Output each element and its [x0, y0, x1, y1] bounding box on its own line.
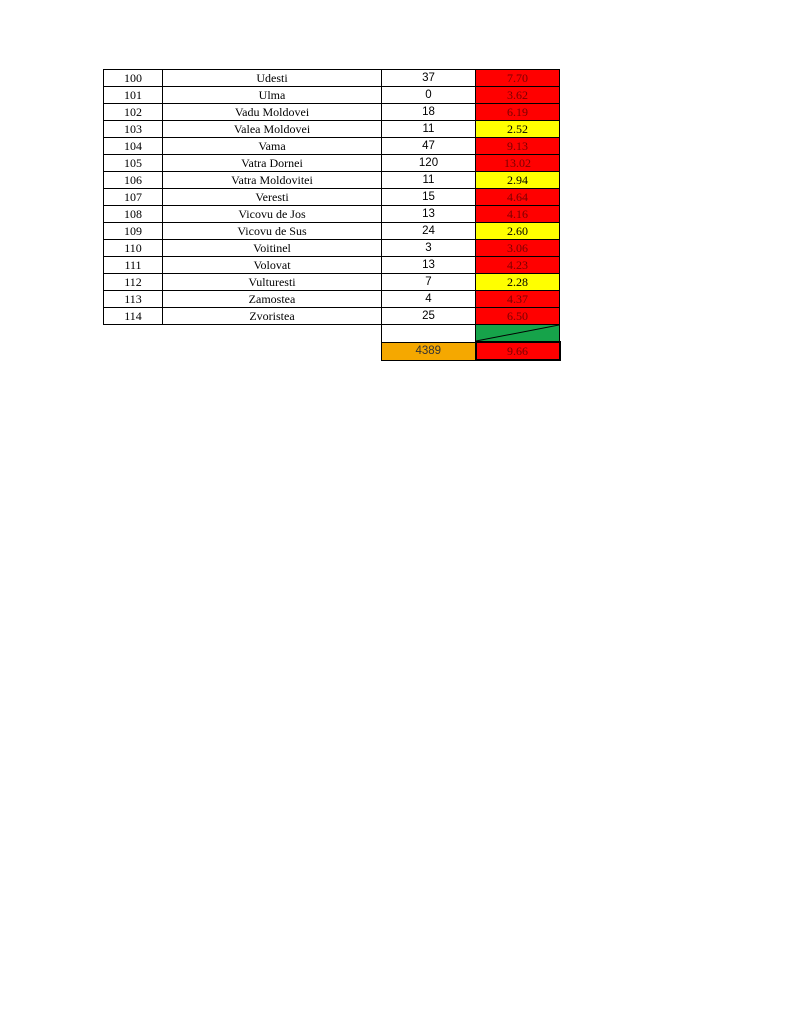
incidence-rate-cell: 4.23	[476, 257, 560, 274]
incidence-rate-cell: 7.70	[476, 70, 560, 87]
incidence-rate-cell: 9.13	[476, 138, 560, 155]
table-row	[104, 87, 560, 104]
incidence-rate-cell: 2.28	[476, 274, 560, 291]
table-row	[104, 308, 560, 325]
empty-cell	[163, 342, 382, 360]
table-row	[104, 240, 560, 257]
case-count-cell: 24	[382, 223, 476, 240]
row-number-cell: 103	[104, 121, 163, 138]
table-row	[104, 172, 560, 189]
locality-name-cell: Volovat	[163, 257, 382, 274]
locality-name-cell: Vatra Dornei	[163, 155, 382, 172]
green-indicator-cell	[476, 325, 560, 343]
row-number-cell: 102	[104, 104, 163, 121]
case-count-cell: 4	[382, 291, 476, 308]
table-row	[104, 155, 560, 172]
table-row	[104, 291, 560, 308]
case-count-cell: 13	[382, 206, 476, 223]
diagonal-line	[476, 325, 559, 341]
locality-name-cell: Valea Moldovei	[163, 121, 382, 138]
row-number-cell: 105	[104, 155, 163, 172]
incidence-rate-cell: 2.60	[476, 223, 560, 240]
case-count-cell: 18	[382, 104, 476, 121]
row-number-cell: 107	[104, 189, 163, 206]
case-count-cell: 7	[382, 274, 476, 291]
empty-cell	[104, 325, 163, 343]
total-count-cell: 4389	[382, 342, 476, 360]
table-row	[104, 121, 560, 138]
case-count-cell: 11	[382, 121, 476, 138]
table-row	[104, 257, 560, 274]
incidence-table	[103, 69, 561, 361]
case-count-cell: 11	[382, 172, 476, 189]
locality-name-cell: Zamostea	[163, 291, 382, 308]
case-count-cell: 15	[382, 189, 476, 206]
case-count-cell: 37	[382, 70, 476, 87]
locality-name-cell: Vulturesti	[163, 274, 382, 291]
table-row	[104, 104, 560, 121]
row-number-cell: 112	[104, 274, 163, 291]
total-rate-cell: 9.66	[476, 342, 560, 360]
incidence-rate-cell: 3.62	[476, 87, 560, 104]
locality-name-cell: Voitinel	[163, 240, 382, 257]
table-row	[104, 70, 560, 87]
row-number-cell: 114	[104, 308, 163, 325]
row-number-cell: 113	[104, 291, 163, 308]
row-number-cell: 100	[104, 70, 163, 87]
incidence-rate-cell: 4.64	[476, 189, 560, 206]
locality-name-cell: Vicovu de Sus	[163, 223, 382, 240]
row-number-cell: 109	[104, 223, 163, 240]
case-count-cell: 47	[382, 138, 476, 155]
table-row	[104, 189, 560, 206]
incidence-rate-cell: 13.02	[476, 155, 560, 172]
incidence-rate-cell: 3.06	[476, 240, 560, 257]
empty-cell	[382, 325, 476, 343]
locality-name-cell: Vadu Moldovei	[163, 104, 382, 121]
locality-name-cell: Vatra Moldovitei	[163, 172, 382, 189]
incidence-rate-cell: 6.50	[476, 308, 560, 325]
row-number-cell: 108	[104, 206, 163, 223]
case-count-cell: 3	[382, 240, 476, 257]
incidence-rate-cell: 2.52	[476, 121, 560, 138]
total-row	[104, 342, 560, 360]
incidence-rate-cell: 2.94	[476, 172, 560, 189]
locality-name-cell: Zvoristea	[163, 308, 382, 325]
table-row	[104, 274, 560, 291]
table-row	[104, 223, 560, 240]
case-count-cell: 120	[382, 155, 476, 172]
row-number-cell: 106	[104, 172, 163, 189]
case-count-cell: 0	[382, 87, 476, 104]
empty-cell	[163, 325, 382, 343]
incidence-rate-cell: 4.37	[476, 291, 560, 308]
row-number-cell: 111	[104, 257, 163, 274]
locality-name-cell: Ulma	[163, 87, 382, 104]
table-body	[104, 70, 560, 361]
table-row	[104, 138, 560, 155]
legend-row	[104, 325, 560, 343]
locality-name-cell: Veresti	[163, 189, 382, 206]
locality-name-cell: Udesti	[163, 70, 382, 87]
empty-cell	[104, 342, 163, 360]
locality-name-cell: Vicovu de Jos	[163, 206, 382, 223]
table-row	[104, 206, 560, 223]
row-number-cell: 110	[104, 240, 163, 257]
row-number-cell: 104	[104, 138, 163, 155]
incidence-rate-cell: 4.16	[476, 206, 560, 223]
case-count-cell: 25	[382, 308, 476, 325]
row-number-cell: 101	[104, 87, 163, 104]
case-count-cell: 13	[382, 257, 476, 274]
incidence-rate-cell: 6.19	[476, 104, 560, 121]
locality-name-cell: Vama	[163, 138, 382, 155]
